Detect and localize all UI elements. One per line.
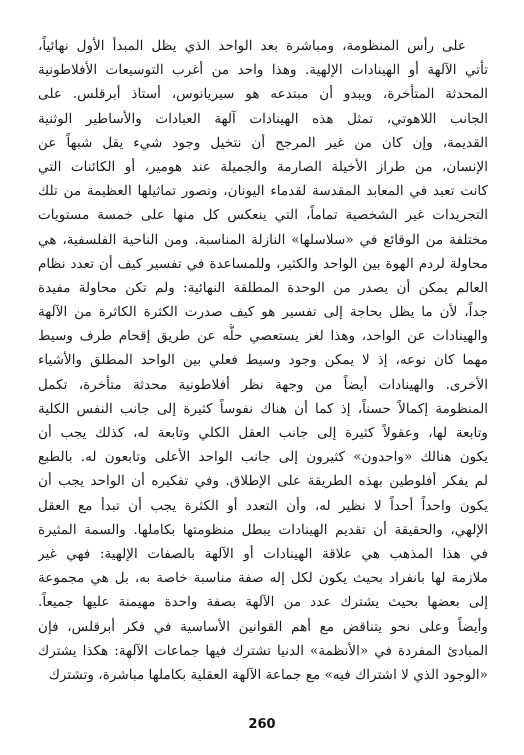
text-line: الجانب اللاهوتي، تمثل هذه الهينادات آلهة العبادات والأساطير الوثنية	[38, 110, 488, 127]
text-line: الإلهي، والحقيقة أن تقديم الهينادات يبطل منظومتها بكاملها. والسمة المثيرة	[38, 521, 488, 538]
text-line: وتابعة لها، وعقولاً كثيرة إلى جانب العقل الكلي وتابعة له، كذلك يجب أن	[38, 425, 488, 441]
text-line: لم يفكر أفلوطين بهذه الطريقة على الإطلاق. وفي تفكيره أن الواحد يجب أن	[38, 473, 488, 490]
text-line: مختلفة من الوقائع في «سلاسلها» النازلة المناسبة. ومن الناحية الفلسفية، هي	[38, 231, 488, 248]
text-line: تأتي الآلهة أو الهينادات الإلهية. وهذا واحد من أغرب التوسيعات الأفلاطونية	[38, 62, 488, 79]
text-line: المبادئ المفردة في «الأنظمة» الدنيا تشترك فيها جماعات الآلهة: هكذا يشترك	[38, 642, 488, 659]
text-line: الإنسان، من طراز الأخيلة الصارمة والجميلة عند هومير، أو الكائنات التي	[38, 158, 488, 175]
text-line: القديمة، وإن كان من غير المرجح أن نتخيل وجود شيء يقل شبهاً عن	[38, 134, 488, 151]
text-line: وأيضاً وعلى نحو يتناقض مع أهم القوانين الأساسية في فكر أبرقلس، فإن	[38, 618, 488, 635]
text-line: الأخرى. والهينادات أيضاً من وجهة نظر أفلاطونية محدثة متأخرة، تكمل	[38, 376, 488, 393]
text-line: على رأس المنظومة، ومباشرة بعد الواحد الذي يظل المبدأ الأول نهائياً،	[38, 38, 466, 54]
text-line: كانت تعبد في المعابد المقدسة لقدماء اليونان، وتصور تماثيلها العظيمة من تلك	[38, 183, 488, 200]
text-line: «الوجود الذي لا اشتراك فيه» مع جماعة الآلهة العقلية بكاملها مباشرة، وتشترك	[48, 666, 488, 683]
text-line: إلى بعضها بحيث يشترك عدد من الآلهة بصفة واحدة مهيمنة عليها جميعاً.	[38, 594, 488, 611]
text-line: مهما كان نوعه، إذ لا يمكن وجود وسيط فعلي بين الواحد المطلق والأشياء	[38, 352, 488, 369]
body-text	[38, 34, 488, 687]
text-line: المنظومة إكمالاً حسناً، إذ كما أن هناك نفوساً كثيرة إلى جانب النفس الكلية	[38, 400, 488, 417]
page-number: 260	[248, 717, 276, 732]
text-line: العالم يمكن أن يصدر من الوحدة المطلقة النهائية: ولم تكن محاولة مفيدة	[38, 279, 488, 296]
text-line: يكون هنالك «واحدون» كثيرون إلى جانب الواحد الأعلى وتابعون له. بالطبع	[38, 449, 488, 466]
text-line: المحدثة المتأخرة، ويبدو أن مبتدعه هو سيريانوس، أستاذ أبرقلس. على	[38, 86, 488, 103]
text-line: التجريدات غير الشخصية تماماً، التي ينعكس كل منها على خمسة مستويات	[38, 207, 488, 224]
text-line: جداً، لأن ما يظل بحاجة إلى تفسير هو كيف صدرت الكثرة الكاثرة من الآلهة	[38, 304, 488, 321]
text-line: يكون واحداً أحداً لا نظير له، وأن التعدد أو الكثرة يجب أن تبدأ مع العقل	[38, 497, 488, 514]
text-line: في هذا المذهب هي علاقة الهينادات أو الآلهة بالصفات الإلهية: فهي غير	[38, 545, 488, 562]
text-line: محاولة لردم الهوة بين الواحد والكثير، وللمساعدة في تفسير كيف أن تعدد نظام	[38, 255, 488, 272]
text-line: والهينادات عن الواحد، وهذا لغز يستعصي حلُّه عن طريق إقحام طرف وسيط	[38, 328, 488, 345]
text-line: ملازمة لها بانفراد بحيث يكون لكل إله صفة مناسبة خاصة به، بل هي مجموعة	[38, 570, 488, 587]
